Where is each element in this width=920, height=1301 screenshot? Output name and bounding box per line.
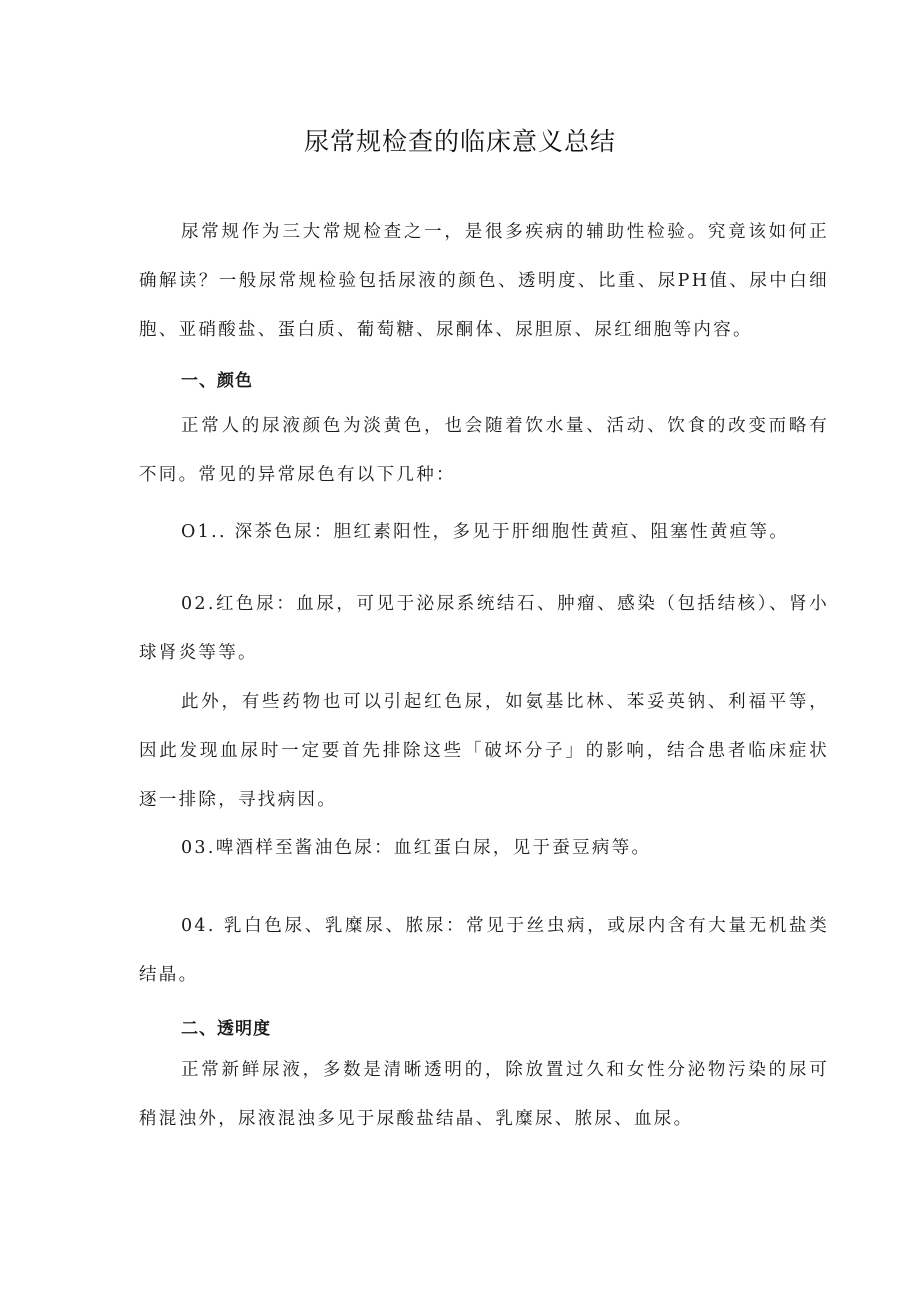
color-item-2: 02.红色尿：血尿，可见于泌尿系统结石、肿瘤、感染（包括结核）、肾小球肾炎等等。: [139, 594, 829, 663]
section-heading-color: 一、颜色: [181, 371, 253, 391]
intro-paragraph: 尿常规作为三大常规检查之一，是很多疾病的辅助性检验。究竟该如何正确解读？一般尿常规检验包括尿液的颜色、透明度、比重、尿PH值、尿中白细胞、亚硝酸盐、蛋白质、葡萄糖、尿酮体、尿胆原、尿红细胞等内容。: [139, 222, 829, 340]
color-paragraph: 正常人的尿液颜色为淡黄色，也会随着饮水量、活动、饮食的改变而略有不同。常见的异常尿色有以下几种：: [139, 416, 829, 485]
section-heading-transparency: 二、透明度: [181, 1019, 271, 1039]
color-item-4: 04. 乳白色尿、乳糜尿、脓尿：常见于丝虫病，或尿内含有大量无机盐类结晶。: [139, 916, 829, 985]
color-paragraph-drugs: 此外，有些药物也可以引起红色尿，如氨基比林、苯妥英钠、利福平等，因此发现血尿时一定要首先排除这些「破坏分子」的影响，结合患者临床症状逐一排除，寻找病因。: [139, 692, 829, 810]
color-item-3: 03.啤酒样至酱油色尿：血红蛋白尿，见于蚕豆病等。: [181, 838, 652, 858]
color-item-1: O1.. 深茶色尿：胆红素阳性，多见于肝细胞性黄疸、阻塞性黄疸等。: [181, 522, 790, 542]
transparency-paragraph: 正常新鲜尿液，多数是清晰透明的，除放置过久和女性分泌物污染的尿可稍混浊外，尿液混浊多见于尿酸盐结晶、乳糜尿、脓尿、血尿。: [139, 1060, 829, 1129]
document-title: 尿常规检查的临床意义总结: [303, 127, 616, 156]
